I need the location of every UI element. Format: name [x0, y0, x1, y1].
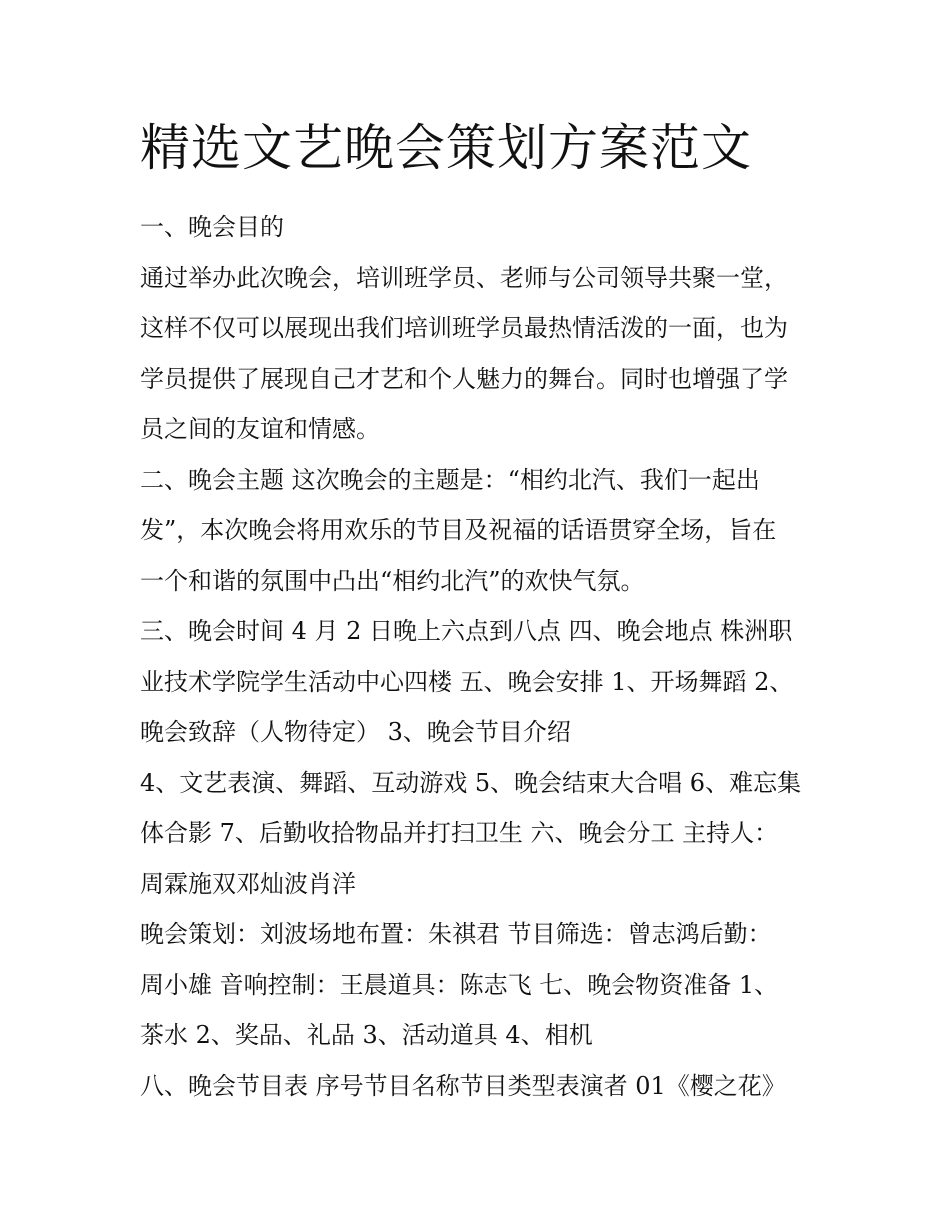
document-page — [140, 112, 830, 1111]
text-line: 这样不仅可以展现出我们培训班学员最热情活泼的一面，也为 — [140, 314, 788, 342]
text-line: 周小雄 音响控制：王晨道具：陈志飞 七、晚会物资准备 1、 — [140, 970, 779, 999]
text-line: 业技术学院学生活动中心四楼 五、晚会安排 1、开场舞蹈 2、 — [140, 667, 794, 696]
text-line: 员之间的友谊和情感。 — [140, 415, 380, 443]
text-line: 二、晚会主题 这次晚会的主题是：“相约北汽、我们一起出 — [140, 465, 760, 494]
text-line: 一、晚会目的 — [140, 213, 284, 241]
text-line: 三、晚会时间 4 月 2 日晚上六点到八点 四、晚会地点 株洲职 — [140, 617, 793, 645]
text-line: 发”，本次晚会将用欢乐的节目及祝福的话语贯穿全场，旨在 — [140, 516, 777, 544]
text-line: 体合影 7、后勤收拾物品并打扫卫生 六、晚会分工 主持人： — [140, 819, 779, 847]
text-line: 通过举办此次晚会，培训班学员、老师与公司领导共聚一堂， — [140, 263, 788, 292]
text-line: 周霖施双邓灿波肖洋 — [140, 869, 356, 898]
text-line: 茶水 2、奖品、礼品 3、活动道具 4、相机 — [140, 1021, 593, 1049]
text-line: 晚会致辞（人物待定） 3、晚会节目介绍 — [140, 718, 571, 746]
text-line: 学员提供了展现自己才艺和个人魅力的舞台。同时也增强了学 — [140, 364, 788, 393]
document-body — [140, 202, 830, 1111]
document-title: 精选文艺晚会策划方案范文 — [140, 119, 752, 177]
text-line: 晚会策划：刘波场地布置：朱祺君 节目筛选：曾志鸿后勤： — [140, 920, 772, 948]
text-line: 八、晚会节目表 序号节目名称节目类型表演者 01《樱之花》 — [140, 1071, 786, 1100]
text-line: 4、文艺表演、舞蹈、互动游戏 5、晚会结束大合唱 6、难忘集 — [140, 768, 802, 797]
text-line: 一个和谐的氛围中凸出“相约北汽”的欢快气氛。 — [140, 566, 645, 595]
